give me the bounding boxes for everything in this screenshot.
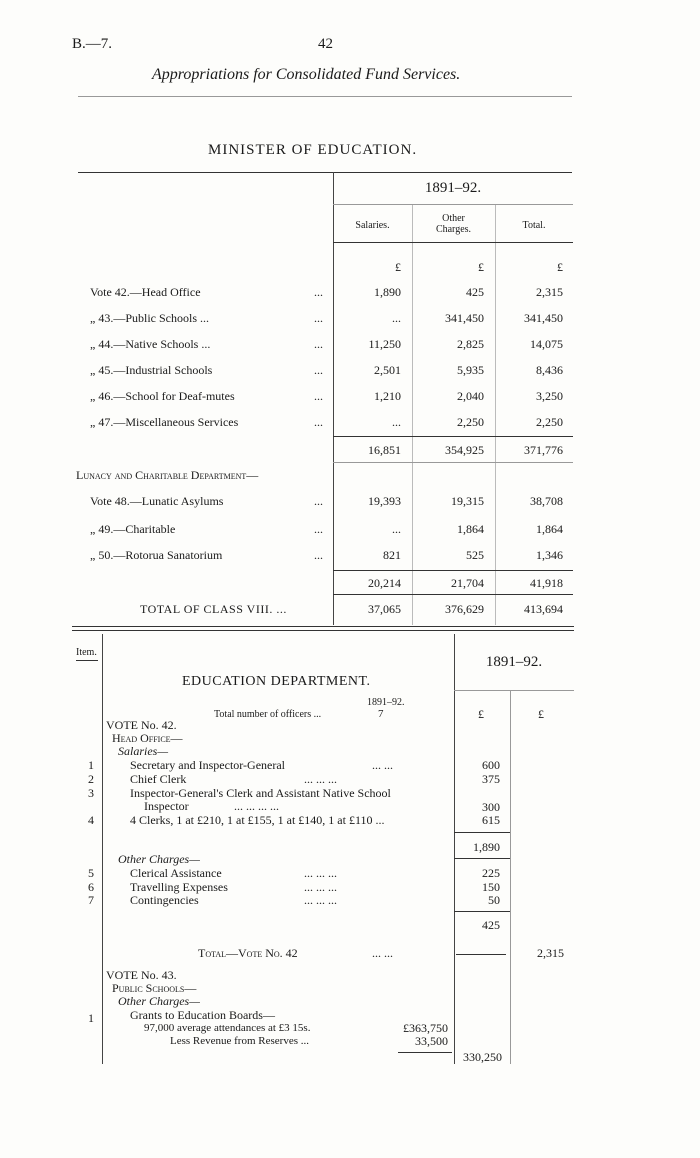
subtotal-rule — [333, 436, 573, 437]
currency-total: £ — [557, 260, 563, 274]
vote42-subheading: Head Office— — [112, 731, 183, 745]
other-charges-total: 425 — [482, 918, 500, 932]
item-amount: 300 — [482, 800, 500, 814]
summary-row-salaries: ... — [392, 522, 401, 536]
summary-row-total: 14,075 — [530, 337, 563, 351]
summary-row-total: 38,708 — [530, 494, 563, 508]
summary-row-salaries: 821 — [383, 548, 401, 562]
section-divider — [72, 626, 574, 627]
col-other-line2: Charges. — [435, 224, 472, 235]
summary-row-label: „ 45.—Industrial Schools — [90, 363, 213, 377]
item-number: 1 — [88, 758, 94, 772]
attendance-line: 97,000 average attendances at £3 15s. — [144, 1022, 311, 1034]
item-amount: 600 — [482, 758, 500, 772]
class-total-salaries: 37,065 — [368, 602, 401, 616]
summary-row-label: „ 49.—Charitable — [90, 522, 176, 536]
summary-row-salaries: 1,210 — [374, 389, 401, 403]
item-number: 7 — [88, 893, 94, 907]
item-number: 1 — [88, 1011, 94, 1025]
item-text: Chief Clerk — [130, 772, 187, 786]
class-total-label: TOTAL OF CLASS VIII. ... — [140, 602, 287, 616]
summary-row-dots: ... — [314, 389, 323, 403]
col-salaries-header: Salaries. — [355, 220, 390, 231]
other-charges-subheading: Other Charges— — [118, 852, 200, 866]
currency-other: £ — [478, 260, 484, 274]
summary-row-label: „ 46.—School for Deaf-mutes — [90, 389, 235, 403]
page-number: 42 — [318, 36, 333, 52]
officers-count: 7 — [378, 708, 384, 720]
summary-row-dots: ... — [314, 311, 323, 325]
summary-row-salaries: 11,250 — [368, 337, 401, 351]
subtotal1-total: 371,776 — [524, 443, 563, 457]
net-grant-amount: 330,250 — [463, 1050, 502, 1064]
summary-row-salaries: 19,393 — [368, 494, 401, 508]
officers-year: 1891–92. — [367, 697, 405, 708]
section-divider — [72, 630, 574, 631]
detail-currency-1: £ — [478, 707, 484, 721]
running-title: Appropriations for Consolidated Fund Services. — [152, 66, 461, 83]
total-dash — [456, 954, 506, 955]
item-text: Clerical Assistance — [130, 866, 222, 880]
detail-year: 1891–92. — [485, 654, 543, 670]
item-text: 4 Clerks, 1 at £210, 1 at £155, 1 at £140, 1 at £110 ... — [130, 813, 385, 827]
summary-row-other: 2,040 — [457, 389, 484, 403]
summary-row-salaries: ... — [392, 311, 401, 325]
summary-row-dots: ... — [314, 494, 323, 508]
header-rule — [78, 96, 572, 97]
salaries-total: 1,890 — [473, 840, 500, 854]
year-rule — [333, 204, 573, 205]
grants-label: Grants to Education Boards— — [130, 1008, 275, 1022]
vote42-total-label: Total—Vote No. 42 — [198, 946, 298, 960]
summary-row-other: 2,250 — [457, 415, 484, 429]
summary-row-salaries: 1,890 — [374, 285, 401, 299]
vote43-other-charges: Other Charges— — [118, 994, 200, 1008]
summary-row-dots: ... — [314, 548, 323, 562]
class-total-total: 413,694 — [524, 602, 563, 616]
item-dots: ... ... ... — [304, 772, 337, 786]
salaries-subheading: Salaries— — [118, 744, 169, 758]
summary-row-other: 341,450 — [445, 311, 484, 325]
subtotal1-salaries: 16,851 — [368, 443, 401, 457]
other-total-rule — [454, 911, 510, 912]
subtotal-rule — [333, 594, 573, 595]
item-header-rule — [76, 660, 98, 661]
item-amount: 375 — [482, 772, 500, 786]
item-amount: 150 — [482, 880, 500, 894]
summary-row-dots: ... — [314, 285, 323, 299]
summary-year: 1891–92. — [424, 180, 482, 196]
col-header-rule — [333, 242, 573, 243]
item-text: Secretary and Inspector-General — [130, 758, 286, 772]
salaries-total-rule — [454, 858, 510, 859]
item-amount: 50 — [488, 893, 500, 907]
summary-row-dots: ... — [314, 415, 323, 429]
officers-label: Total number of officers ... — [214, 709, 322, 720]
item-text: Contingencies — [130, 893, 199, 907]
item-amount: 225 — [482, 866, 500, 880]
salaries-total-rule — [454, 832, 510, 833]
col-total-header: Total. — [522, 220, 546, 231]
detail-currency-2: £ — [538, 707, 544, 721]
summary-row-total: 2,250 — [536, 415, 563, 429]
vote42-heading: VOTE No. 42. — [106, 718, 177, 732]
summary-row-total: 341,450 — [524, 311, 563, 325]
detail-year-rule — [454, 690, 574, 691]
document-code: B.—7. — [72, 36, 113, 52]
summary-row-other: 2,825 — [457, 337, 484, 351]
subtotal2-salaries: 20,214 — [368, 576, 401, 590]
summary-row-salaries: ... — [392, 415, 401, 429]
detail-title: EDUCATION DEPARTMENT. — [182, 674, 371, 689]
item-number: 5 — [88, 866, 94, 880]
subtotal2-total: 41,918 — [530, 576, 563, 590]
summary-row-dots: ... — [314, 363, 323, 377]
subtotal2-other: 21,704 — [451, 576, 484, 590]
item-dots: ... ... ... — [304, 866, 337, 880]
attendance-amount: £363,750 — [403, 1021, 448, 1035]
summary-row-total: 3,250 — [536, 389, 563, 403]
item-text: Inspector — [144, 799, 189, 813]
subtotal-rule — [333, 462, 573, 463]
summary-row-label: „ 43.—Public Schools ... — [90, 311, 209, 325]
vote43-heading: VOTE No. 43. — [106, 968, 177, 982]
summary-row-dots: ... — [314, 337, 323, 351]
amount-col-divider — [510, 690, 511, 1064]
item-header: Item. — [76, 647, 97, 658]
item-number: 3 — [88, 786, 94, 800]
summary-row-other: 425 — [466, 285, 484, 299]
item-dots: ... ... ... ... — [234, 799, 279, 813]
lunacy-heading: Lunacy and Charitable Department— — [76, 468, 259, 482]
summary-row-other: 1,864 — [457, 522, 484, 536]
summary-row-label: Vote 42.—Head Office — [90, 285, 201, 299]
item-dots: ... ... ... — [304, 880, 337, 894]
summary-row-total: 2,315 — [536, 285, 563, 299]
vote42-total-dots: ... ... — [372, 946, 393, 960]
item-dots: ... ... ... — [304, 893, 337, 907]
item-number: 2 — [88, 772, 94, 786]
item-col-divider — [102, 634, 103, 1064]
summary-row-other: 525 — [466, 548, 484, 562]
col-other-line1: Other — [442, 213, 465, 224]
summary-row-total: 1,346 — [536, 548, 563, 562]
subtotal-rule — [333, 570, 573, 571]
reserves-amount: 33,500 — [415, 1034, 448, 1048]
summary-row-other: 19,315 — [451, 494, 484, 508]
summary-row-total: 8,436 — [536, 363, 563, 377]
summary-row-label: „ 44.—Native Schools ... — [90, 337, 211, 351]
item-amount: 615 — [482, 813, 500, 827]
item-number: 6 — [88, 880, 94, 894]
class-total-other: 376,629 — [445, 602, 484, 616]
summary-title: MINISTER OF EDUCATION. — [208, 142, 418, 158]
vote43-subheading: Public Schools— — [112, 981, 197, 995]
summary-row-label: „ 50.—Rotorua Sanatorium — [90, 548, 223, 562]
summary-row-dots: ... — [314, 522, 323, 536]
summary-row-other: 5,935 — [457, 363, 484, 377]
col-other-header — [412, 213, 495, 235]
subtotal1-other: 354,925 — [445, 443, 484, 457]
item-dots: ... ... — [372, 758, 393, 772]
reserves-line: Less Revenue from Reserves ... — [170, 1035, 309, 1047]
summary-row-label: „ 47.—Miscellaneous Services — [90, 415, 239, 429]
summary-row-salaries: 2,501 — [374, 363, 401, 377]
vote42-total: 2,315 — [537, 946, 564, 960]
summary-top-rule — [78, 172, 572, 173]
item-text: Travelling Expenses — [130, 880, 228, 894]
net-rule — [398, 1052, 452, 1053]
item-number: 4 — [88, 813, 94, 827]
item-text: Inspector-General's Clerk and Assistant Native School — [130, 786, 391, 800]
summary-row-total: 1,864 — [536, 522, 563, 536]
currency-salaries: £ — [395, 260, 401, 274]
summary-row-label: Vote 48.—Lunatic Asylums — [90, 494, 224, 508]
